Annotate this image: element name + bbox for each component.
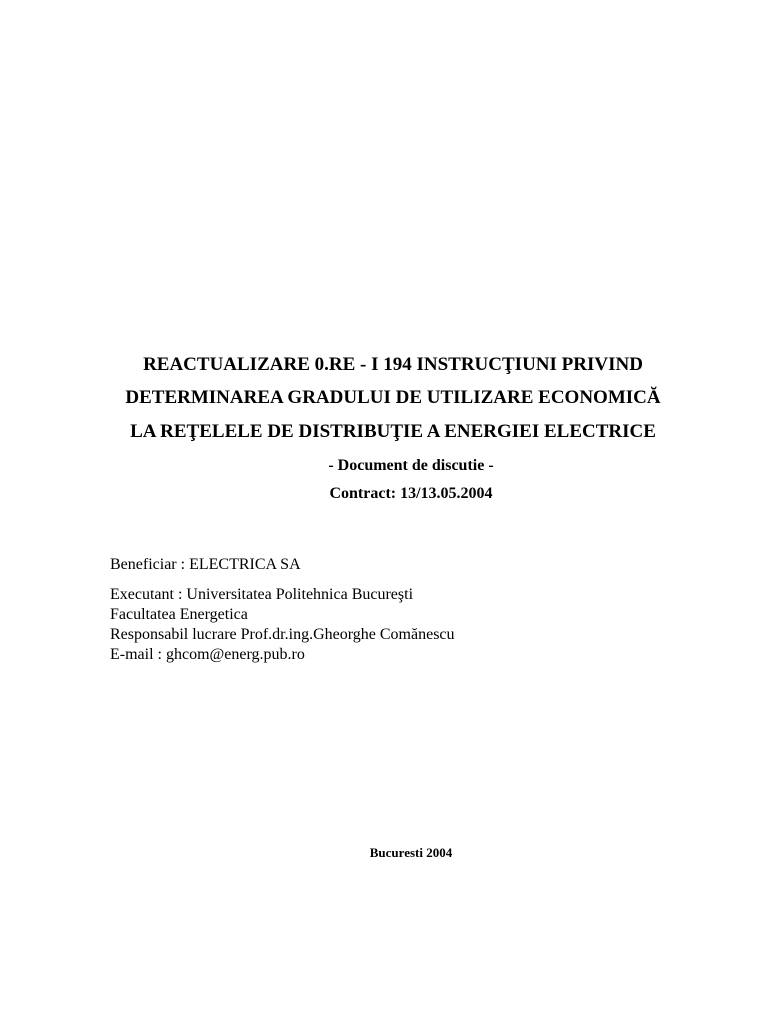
beneficiar-line: Beneficiar : ELECTRICA SA xyxy=(110,556,301,573)
title-line-1: REACTUALIZARE 0.RE - I 194 INSTRUCŢIUNI PRIVIND xyxy=(143,354,643,375)
email-line: E-mail : ghcom@energ.pub.ro xyxy=(110,646,305,663)
faculty-line: Facultatea Energetica xyxy=(110,606,248,623)
title-line-2: DETERMINAREA GRADULUI DE UTILIZARE ECONOMICĂ xyxy=(125,387,661,408)
title-line-3: LA REŢELELE DE DISTRIBUŢIE A ENERGIEI ELECTRICE xyxy=(130,421,656,442)
contract-number: Contract: 13/13.05.2004 xyxy=(329,485,493,502)
footer-place-year: Bucuresti 2004 xyxy=(369,845,453,860)
document-subtitle: - Document de discutie - xyxy=(328,457,494,474)
executant-line: Executant : Universitatea Politehnica Bucureşti xyxy=(110,586,414,603)
executant-block xyxy=(110,585,455,665)
responsible-line: Responsabil lucrare Prof.dr.ing.Gheorghe Comănescu xyxy=(110,626,455,643)
